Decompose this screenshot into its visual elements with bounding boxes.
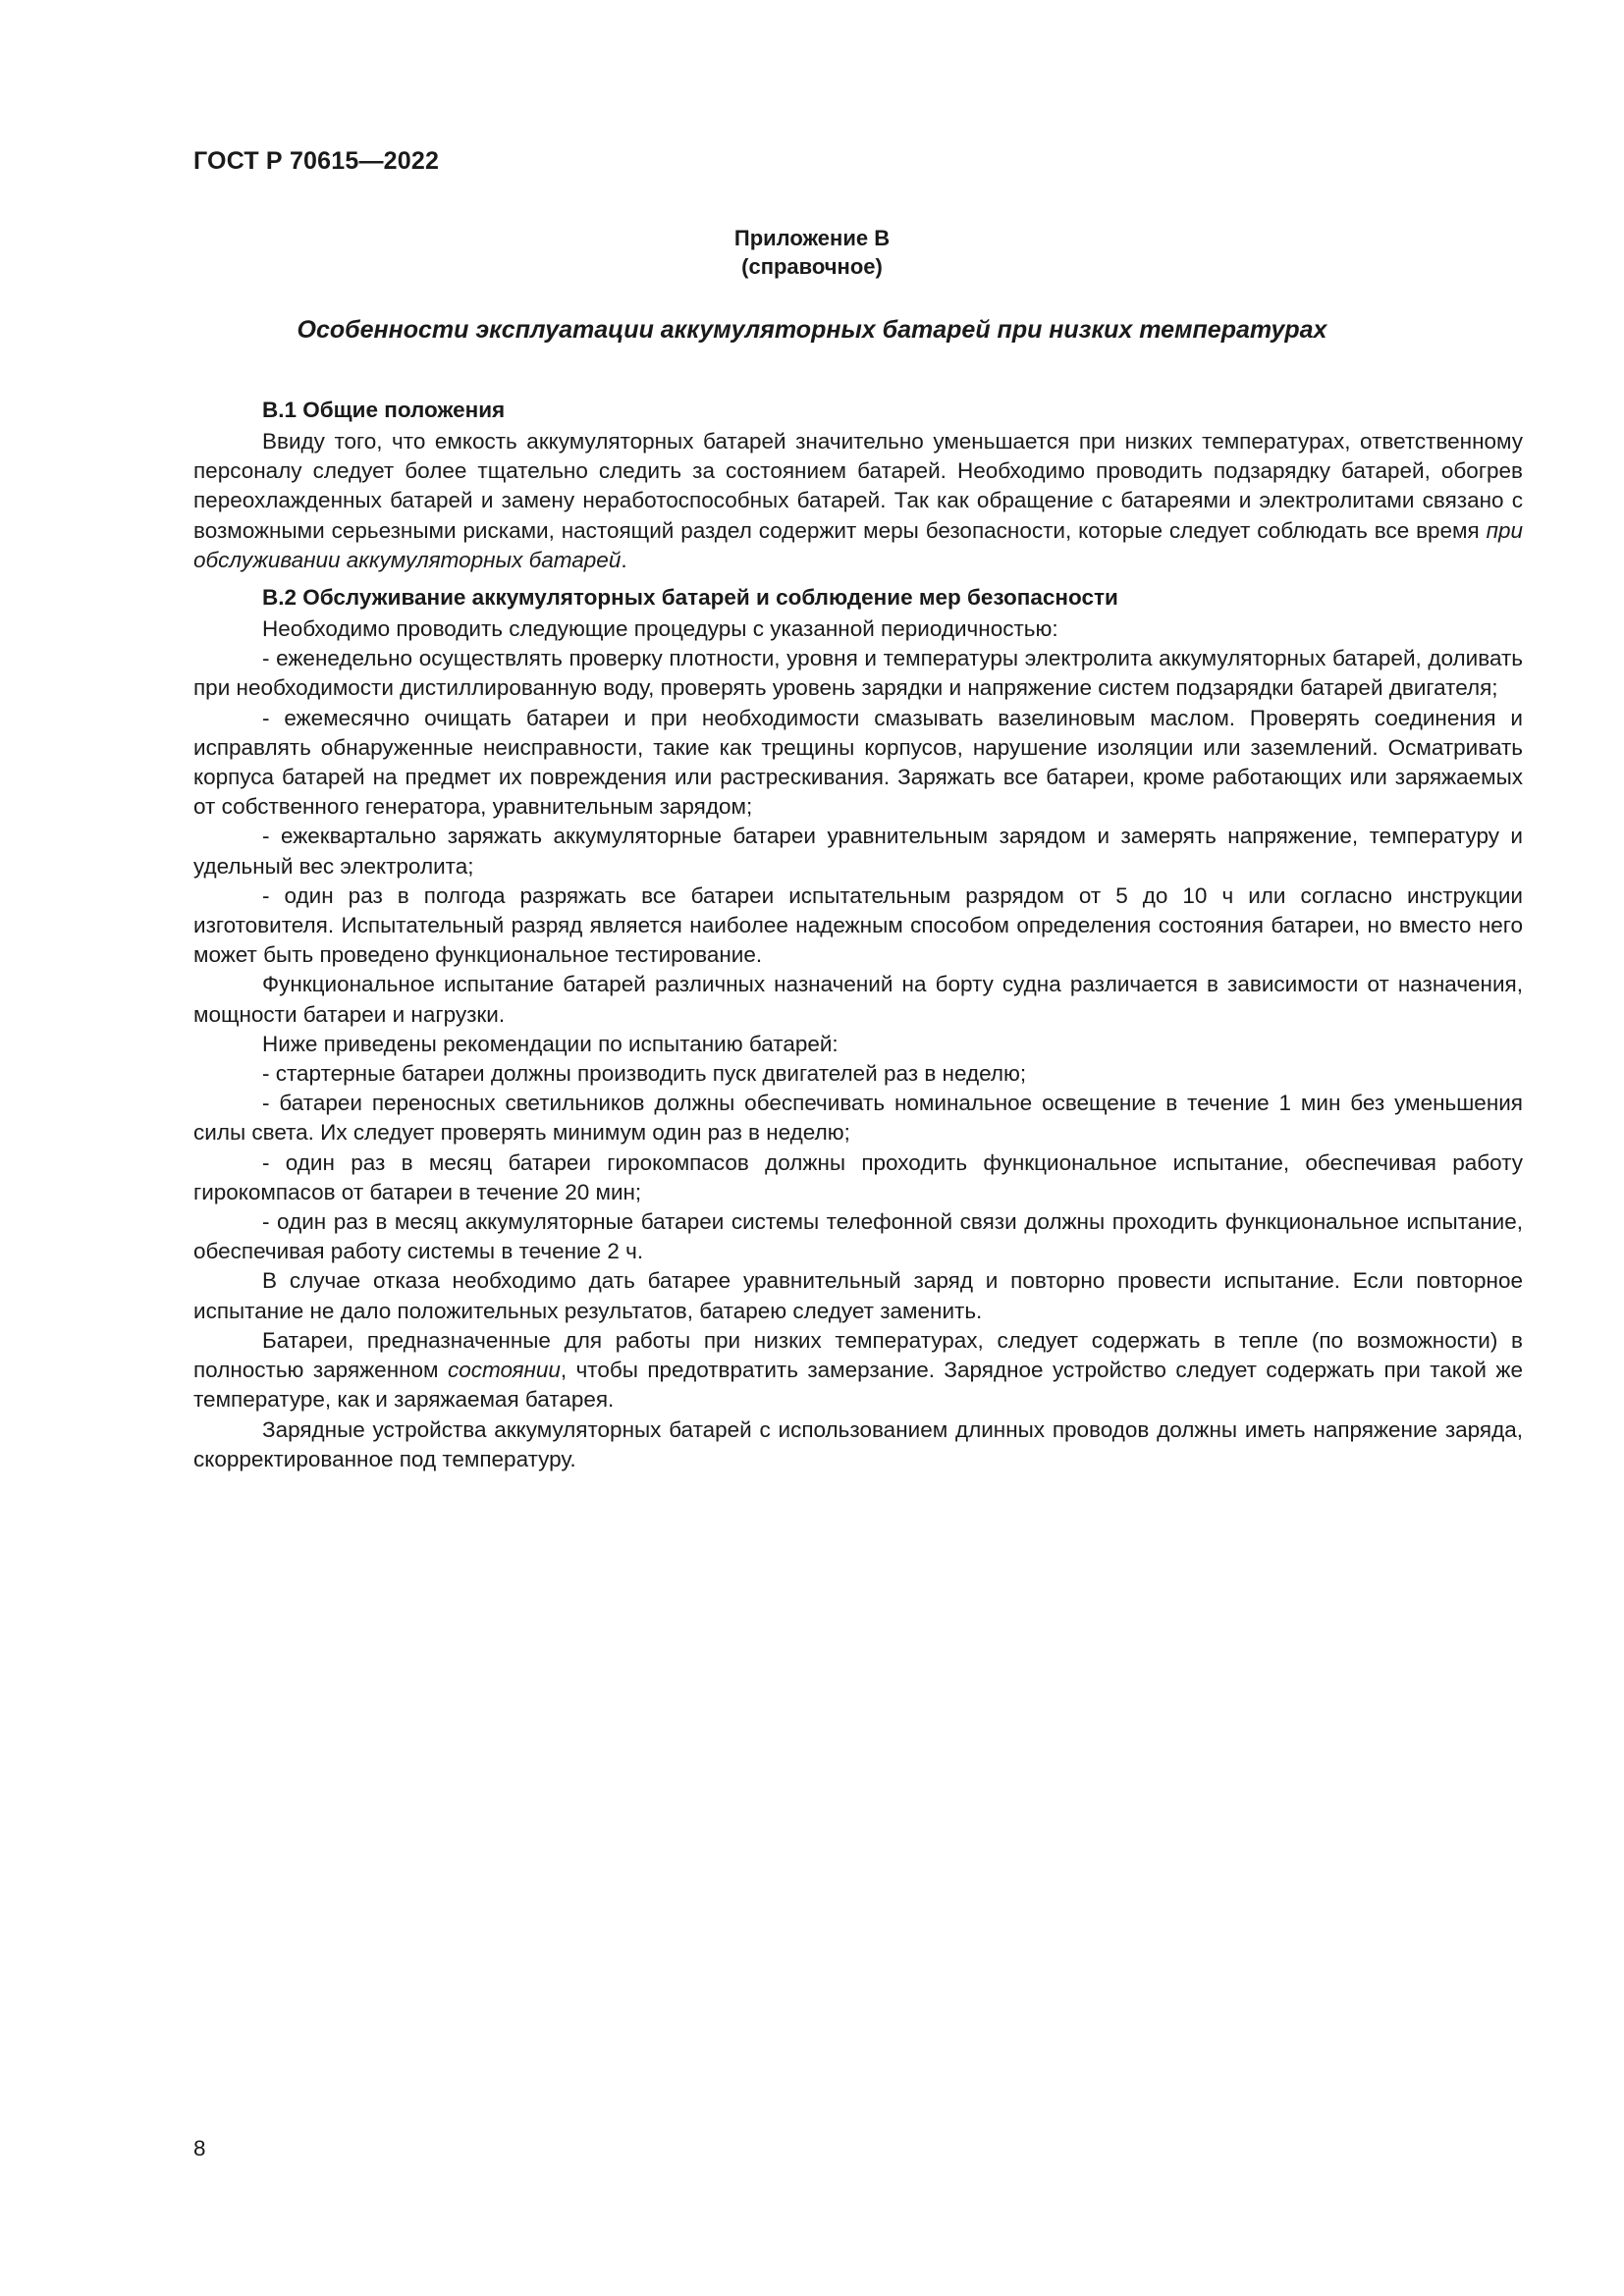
paragraph: Функциональное испытание батарей различных назначений на борту судна различается в зависимости от назначения, мощности батареи и нагрузки.: [193, 972, 1523, 1027]
page-number: 8: [193, 2136, 206, 2161]
list-item: - один раз в месяц аккумуляторные батареи системы телефонной связи должны проходить функциональное испытание, обеспечивая работу системы в течение 2 ч.: [193, 1209, 1523, 1264]
italic-phrase: при обслуживании аккумуляторных батарей: [193, 517, 1523, 572]
list-item: - один раз в месяц батареи гирокомпасов должны проходить функциональное испытание, обеспечивая работу гирокомпасов от батареи в течение 20 мин;: [193, 1149, 1523, 1204]
list-item: - ежеквартально заряжать аккумуляторные батареи уравнительным зарядом и замерять напряжение, температуру и удельный вес электролита;: [193, 824, 1523, 879]
document-body: [193, 396, 1523, 1474]
paragraph: Батареи, предназначенные для работы при низких температурах, следует содержать в тепле (по возможности) в полностью заряженном состоянии, чтобы предотвратить замерзание. Зарядное устройство следует содержать при такой же температуре, как и заряжаемая батарея.: [193, 1327, 1523, 1413]
appendix-heading: [0, 224, 1624, 281]
italic-phrase: состоянии: [447, 1358, 561, 1383]
document-header-id: ГОСТ Р 70615—2022: [193, 147, 440, 175]
paragraph: Зарядные устройства аккумуляторных батарей с использованием длинных проводов должны иметь напряжение заряда, скорректированное под температуру.: [193, 1416, 1523, 1471]
section-heading: В.2 Обслуживание аккумуляторных батарей и соблюдение мер безопасности: [262, 585, 1118, 611]
appendix-label: Приложение В: [733, 226, 891, 250]
paragraph: Необходимо проводить следующие процедуры с указанной периодичностью:: [262, 616, 1058, 642]
list-item: - батареи переносных светильников должны обеспечивать номинальное освещение в течение 1 мин без уменьшения силы света. Их следует проверять минимум один раз в неделю;: [193, 1091, 1523, 1146]
section-heading: В.1 Общие положения: [262, 398, 506, 422]
appendix-title: Особенности эксплуатации аккумуляторных батарей при низких температурах: [297, 316, 1327, 344]
list-item: - один раз в полгода разряжать все батареи испытательным разрядом от 5 до 10 ч или согласно инструкции изготовителя. Испытательный разряд является наиболее надежным способом определения состояния батареи, но вместо него может быть проведено функциональное тестирование.: [193, 882, 1523, 968]
paragraph: Ниже приведены рекомендации по испытанию батарей:: [262, 1031, 839, 1056]
appendix-type: (справочное): [741, 254, 883, 279]
paragraph: В случае отказа необходимо дать батарее уравнительный заряд и повторно провести испытание. Если повторное испытание не дало положительных результатов, батарею следует заменить.: [193, 1268, 1523, 1323]
list-item: - ежемесячно очищать батареи и при необходимости смазывать вазелиновым маслом. Проверять соединения и исправлять обнаруженные неисправности, такие как трещины корпусов, нарушение изоляции или заземлений. Осматривать корпуса батарей на предмет их повреждения или растрескивания. Заряжать все батареи, кроме работающих или заряжаемых от собственного генератора, уравнительным зарядом;: [193, 705, 1523, 820]
list-item: - еженедельно осуществлять проверку плотности, уровня и температуры электролита аккумуляторных батарей, доливать при необходимости дистиллированную воду, проверять уровень зарядки и напряжение систем подзарядки батарей двигателя;: [193, 646, 1523, 701]
paragraph: Ввиду того, что емкость аккумуляторных батарей значительно уменьшается при низких температурах, ответственному персоналу следует более тщательно следить за состоянием батарей. Необходимо проводить подзарядку батарей, обогрев переохлажденных батарей и замену неработоспособных батарей. Так как обращение с батареями и электролитами связано с возможными серьезными рисками, настоящий раздел содержит меры безопасности, которые следует соблюдать все время при обслуживании аккумуляторных батарей.: [193, 429, 1523, 572]
list-item: - стартерные батареи должны производить пуск двигателей раз в неделю;: [262, 1061, 1027, 1087]
